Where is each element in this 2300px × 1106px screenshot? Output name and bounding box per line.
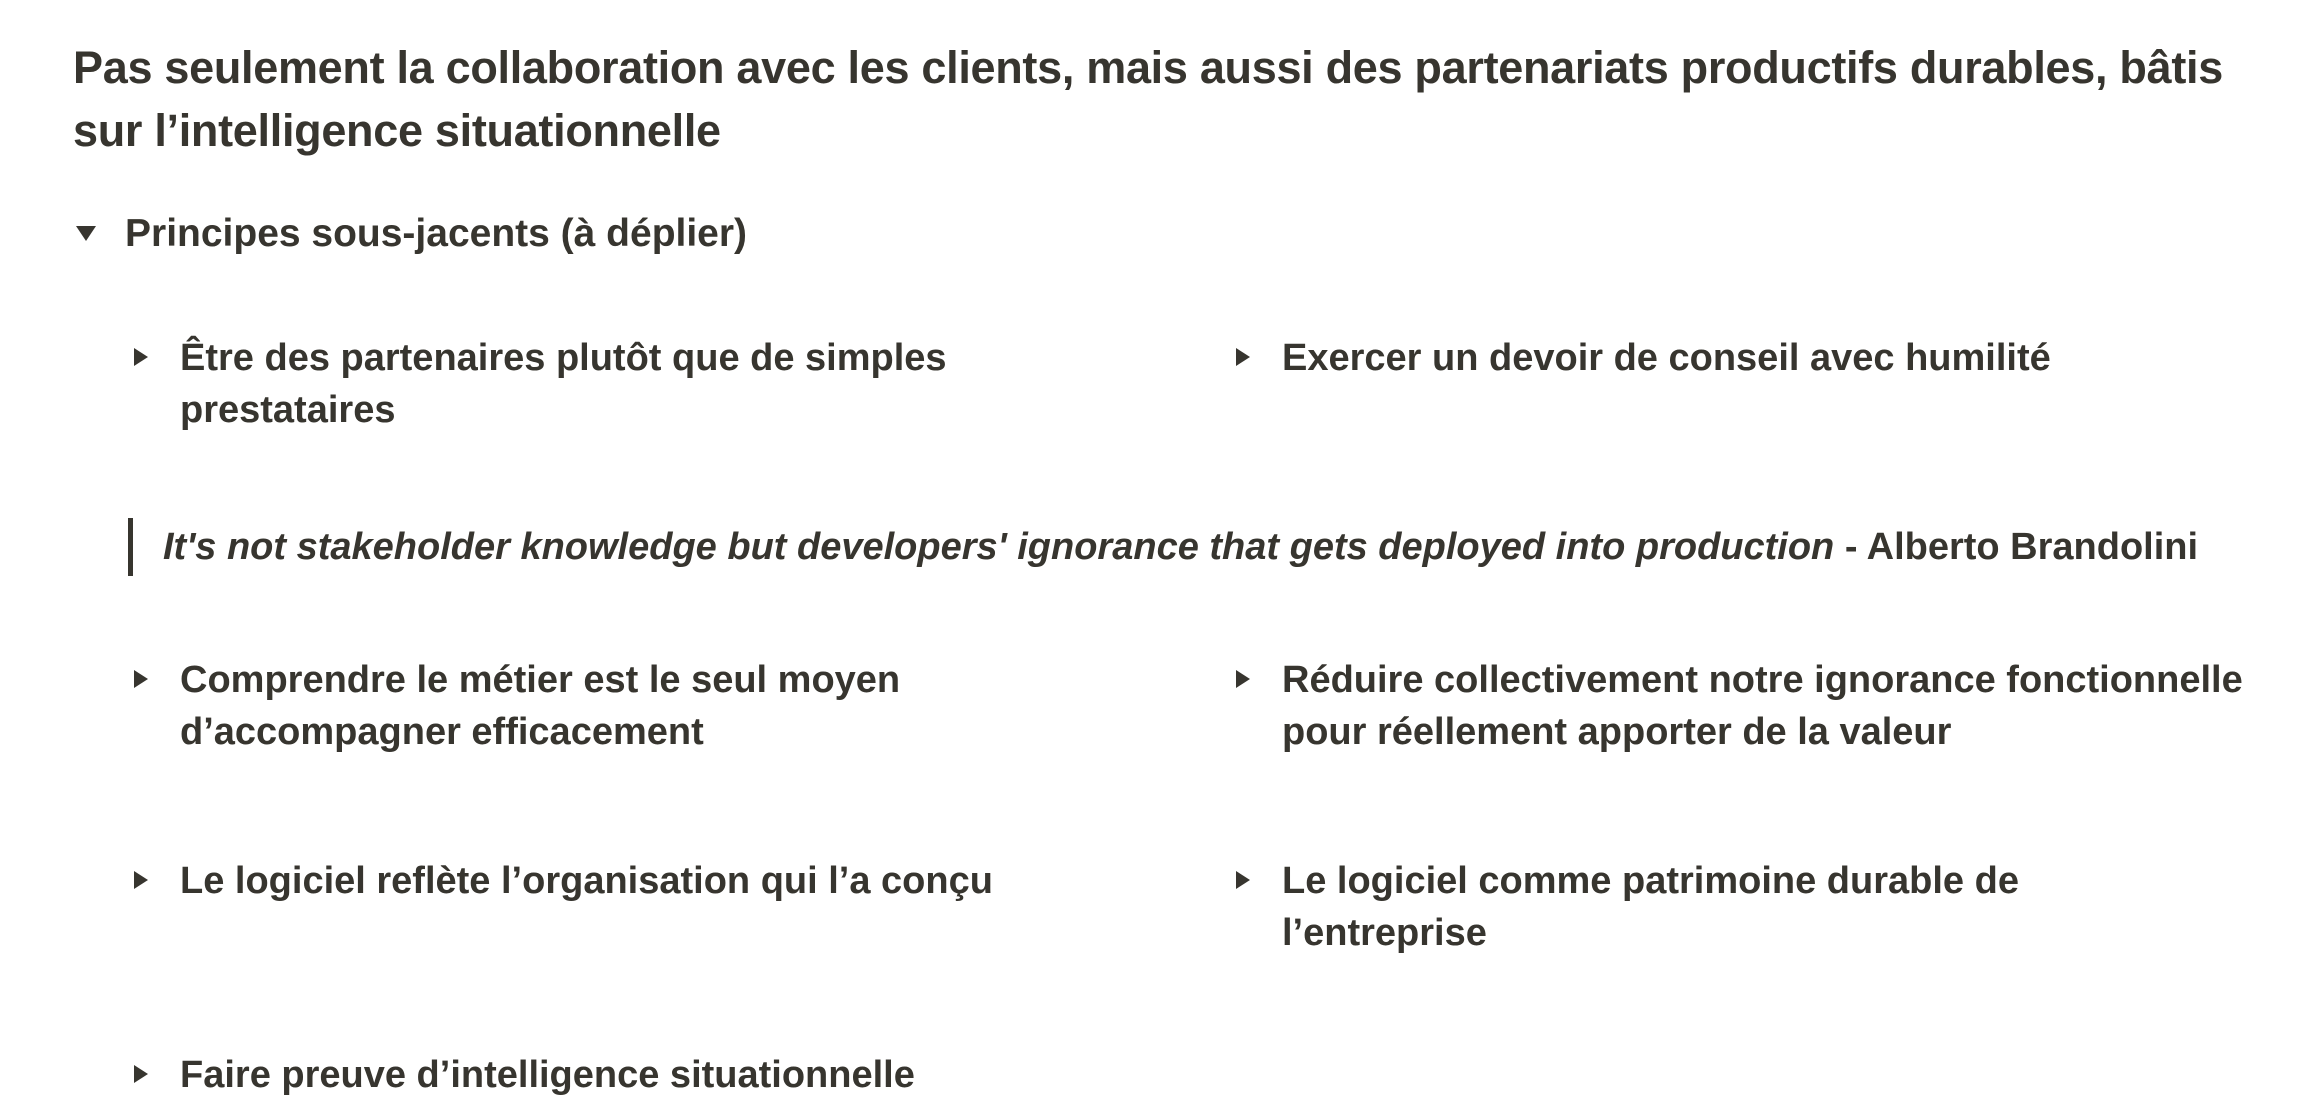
toggle-item-label: Comprendre le métier est le seul moyen d’accompagner efficacement [180,659,901,753]
toggle-item-label: Réduire collectivement notre ignorance fonctionnelle pour réellement apporter de la valeur [1282,659,2243,753]
triangle-right-icon[interactable] [1230,344,1256,370]
principles-toggle[interactable] [73,208,747,260]
page [73,36,2253,1096]
toggle-item-label: Le logiciel comme patrimoine durable de l’entreprise [1282,860,2019,954]
principles-toggle-label: Principes sous-jacents (à déplier) [125,212,748,255]
toggle-item-devoir-conseil[interactable] [1230,332,2300,384]
triangle-right-icon[interactable] [1230,867,1256,893]
toggle-item-label: Exercer un devoir de conseil avec humilité [1282,337,2051,379]
toggle-item-logiciel-patrimoine[interactable] [1230,855,2300,959]
quote-separator: - [1834,526,1867,568]
quote-block [128,518,2198,576]
toggle-item-label: Faire preuve d’intelligence situationnelle [180,1054,915,1096]
toggle-item-label: Être des partenaires plutôt que de simples prestataires [180,337,947,431]
toggle-item-comprendre-metier[interactable] [128,654,1228,758]
triangle-right-icon[interactable] [128,1061,154,1087]
triangle-right-icon[interactable] [128,344,154,370]
quote-author: Alberto Brandolini [1866,526,2199,568]
toggle-item-partenaires[interactable] [128,332,1228,436]
toggle-item-reduire-ignorance[interactable] [1230,654,2300,758]
triangle-right-icon[interactable] [128,867,154,893]
page-title: Pas seulement la collaboration avec les clients, mais aussi des partenariats productifs durables, bâtis sur l’intelligence situationnelle [73,42,2223,156]
toggle-item-logiciel-organisation[interactable] [128,855,1228,907]
toggle-item-label: Le logiciel reflète l’organisation qui l’a conçu [180,860,993,902]
triangle-right-icon[interactable] [1230,666,1256,692]
quote-text: It's not stakeholder knowledge but developers' ignorance that gets deployed into production [163,526,1835,568]
triangle-down-icon[interactable] [73,220,99,246]
toggle-item-intelligence-situationnelle[interactable] [128,1049,1228,1101]
triangle-right-icon[interactable] [128,666,154,692]
